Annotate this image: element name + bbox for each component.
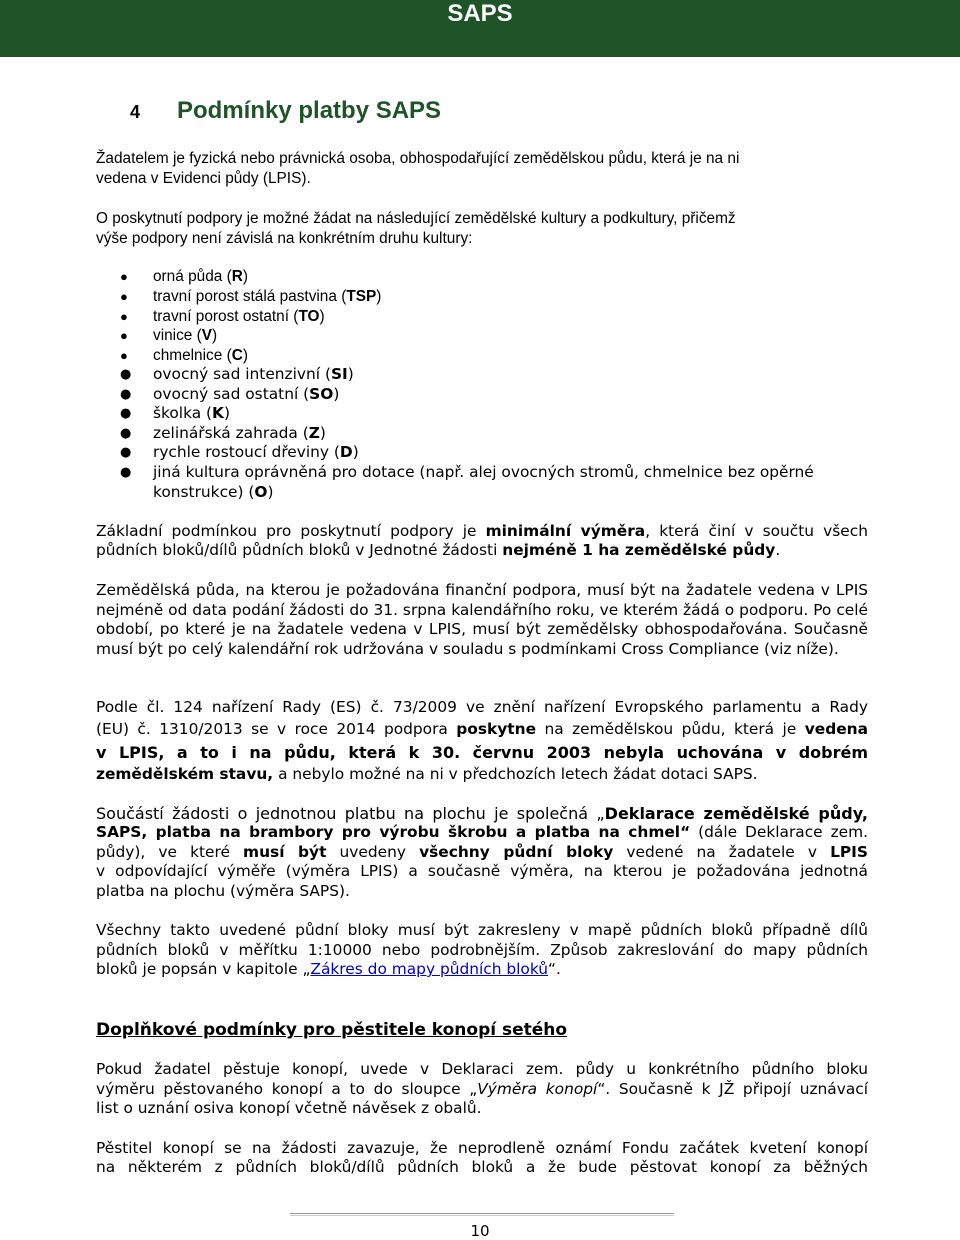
section-title: Podmínky platby SAPS — [177, 97, 442, 124]
p8-line-2: výměru pěstovaného konopí a to do sloupce „Výměra konopí“. Současně k JŽ připojí uznávací — [96, 1080, 868, 1098]
p8-line-3: list o uznání osiva konopí včetně návěsek z obalů. — [96, 1099, 482, 1117]
subheading-hemp: Doplňkové podmínky pro pěstitele konopí setého — [96, 1020, 568, 1040]
p6-line-3: půdy), ve které musí být uvedeny všechny půdní bloky vedené na žadatele v LPIS — [96, 843, 868, 861]
p5-line-1: Podle čl. 124 nařízení Rady (ES) č. 73/2009 ve znění nařízení Evropského parlamentu a Rady — [96, 698, 868, 716]
section-heading — [130, 97, 441, 125]
p3-line-1: Základní podmínkou pro poskytnutí podpory je minimální výměra, která činí v součtu všech — [96, 522, 868, 540]
section-number: 4 — [130, 102, 141, 122]
p4-paragraph: Zemědělská půda, na kterou je požadována finanční podpora, musí být na žadatele vedena v LPIS nejméně od data podání žádosti do 31. srpna kalendářního roku, ve kterém žádá o podporu. Po celé období, po které je na žadatele vedena v LPIS, musí být zemědělsky obhospodařována. Současně musí být po celý kalendářní rok udržována v souladu s podmínkami Cross Compliance (viz níže). — [96, 581, 868, 658]
p7-line-2: půdních bloků v měřítku 1:10000 nebo podrobnějším. Způsob zakreslování do mapy půdních — [96, 941, 868, 959]
p6-line-4: v odpovídající výměře (výměra LPIS) a současně výměra, na kterou je požadována jednotná — [96, 862, 868, 880]
p8-line-1: Pokud žadatel pěstuje konopí, uvede v Deklaraci zem. půdy u konkrétního půdního bloku — [96, 1060, 868, 1078]
p5-line-4: zemědělském stavu, a nebylo možné na ni v předchozích letech žádat dotaci SAPS. — [96, 765, 758, 783]
p2-line-2: výše podpory není závislá na konkrétním druhu kultury: — [96, 230, 473, 247]
p7-line-3: bloků je popsán v kapitole „Zákres do mapy půdních bloků“. — [96, 960, 561, 978]
footer-divider — [290, 1213, 674, 1214]
p6-line-2: SAPS, platba na brambory pro výrobu škrobu a platba na chmel“ (dále Deklarace zem. — [96, 823, 868, 841]
p1-line-1: Žadatelem je fyzická nebo právnická osoba, obhospodařující zemědělskou půdu, která je na ni — [96, 150, 740, 167]
footer-divider-shadow — [290, 1215, 674, 1216]
p6-line-1: Součástí žádosti o jednotnou platbu na plochu je společná „Deklarace zemědělské půdy, — [96, 804, 868, 823]
p9-line-2: na některém z půdních bloků/dílů půdních bloků a že bude pěstovat konopí za běžných — [96, 1158, 868, 1176]
p1-line-2: vedena v Evidenci půdy (LPIS). — [96, 170, 311, 187]
p3-line-2: půdních bloků/dílů půdních bloků v Jednotné žádosti nejméně 1 ha zemědělské půdy. — [96, 541, 781, 559]
p7-line-1: Všechny takto uvedené půdní bloky musí být zakresleny v mapě půdních bloků případně dílů — [96, 921, 868, 939]
chapter-link[interactable]: Zákres do mapy půdních bloků — [310, 960, 549, 978]
header-title: SAPS — [447, 0, 513, 27]
page-number: 10 — [470, 1222, 490, 1240]
p9-line-1: Pěstitel konopí se na žádosti zavazuje, že neprodleně oznámí Fondu začátek kvetení konopí — [96, 1139, 868, 1157]
p2-line-1: O poskytnutí podpory je možné žádat na následující zemědělské kultury a podkultury, přičemž — [96, 210, 736, 227]
p6-line-5: platba na plochu (výměra SAPS). — [96, 882, 350, 900]
page-header — [0, 0, 960, 57]
p5-line-2: (EU) č. 1310/2013 se v roce 2014 podpora poskytne na zemědělskou půdu, která je vedena — [96, 720, 868, 738]
p5-line-3: v LPIS, a to i na půdu, která k 30. červnu 2003 nebyla uchována v dobrém — [96, 743, 868, 762]
